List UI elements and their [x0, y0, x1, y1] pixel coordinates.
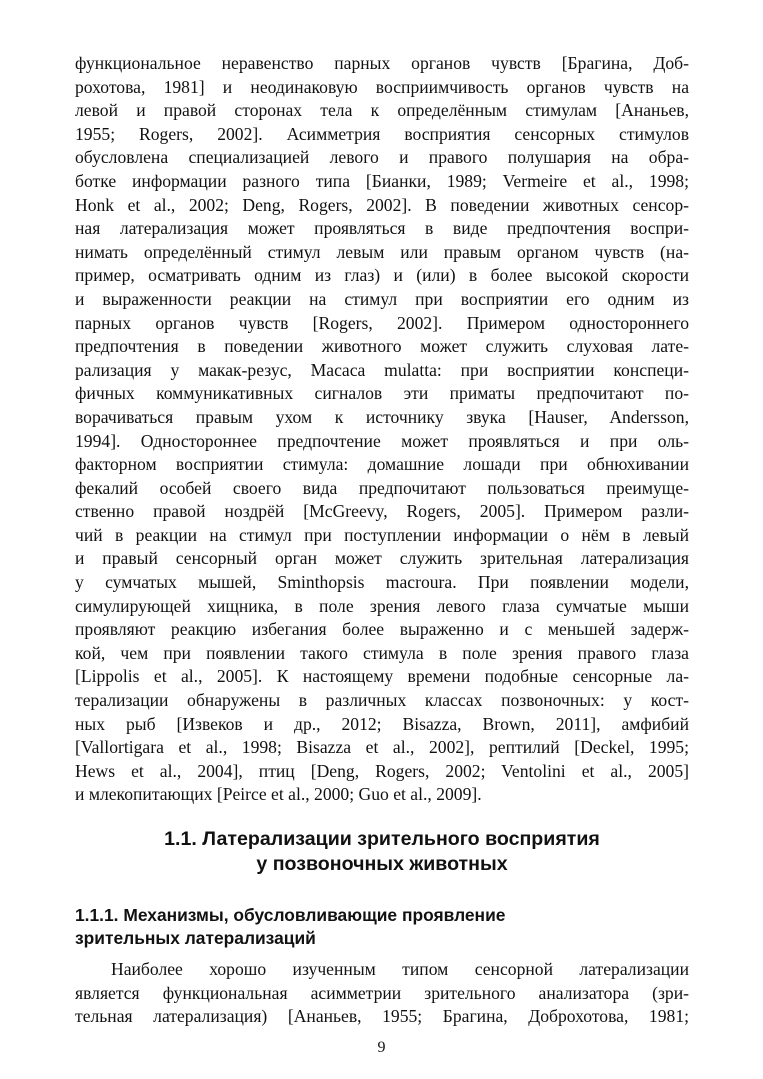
- text-line: ботке информации разного типа [Бианки, 1989; Vermeire et al., 1998;: [75, 170, 689, 191]
- text-line: и выраженности реакции на стимул при восприятии его одним из: [75, 288, 689, 309]
- text-line: пример, осматривать одним из глаз) и (или) в более высокой скорости: [75, 265, 689, 286]
- text-line: фичных коммуникативных сигналов эти приматы предпочитают по-: [75, 383, 689, 404]
- text-line: Наиболее хорошо изученным типом сенсорной латерализации: [111, 959, 689, 979]
- page-content: [75, 52, 689, 1029]
- section-heading: [75, 904, 689, 950]
- text-line: рализация у макак-резус, Macaca mulatta: при восприятии конспеци-: [75, 359, 689, 380]
- text-line: обусловлена специализацией левого и правого полушария на обра-: [75, 147, 689, 168]
- text-line: левой и правой сторонах тела к определённым стимулам [Ананьев,: [75, 100, 689, 121]
- text-line: [Vallortigara et al., 1998; Bisazza et al., 2002], рептилий [Deckel, 1995;: [75, 737, 689, 758]
- text-line: симулирующей хищника, в поле зрения левого глаза сумчатые мыши: [75, 595, 689, 616]
- section-heading-line: 1.1.1. Механизмы, обусловливающие проявление: [75, 905, 506, 925]
- text-line: ных рыб [Извеков и др., 2012; Bisazza, Brown, 2011], амфибий: [75, 713, 689, 734]
- text-line: парных органов чувств [Rogers, 2002]. Примером одностороннего: [75, 312, 689, 333]
- text-line: нимать определённый стимул левым или правым органом чувств (на-: [75, 241, 689, 262]
- text-line: Hews et al., 2004], птиц [Deng, Rogers, 2002; Ventolini et al., 2005]: [75, 760, 689, 781]
- text-line: Honk et al., 2002; Deng, Rogers, 2002]. В поведении животных сенсор-: [75, 194, 689, 215]
- text-line: ворачиваться правым ухом к источнику звука [Hauser, Andersson,: [75, 406, 689, 427]
- text-line: предпочтения в поведении животного может служить слуховая лате-: [75, 336, 689, 357]
- text-line: ная латерализация может проявляться в виде предпочтения воспри-: [75, 218, 689, 239]
- text-line: и млекопитающих [Peirce et al., 2000; Guo et al., 2009].: [75, 784, 482, 805]
- text-line: чий в реакции на стимул при поступлении информации о нём в левый: [75, 524, 689, 545]
- text-line: проявляют реакцию избегания более выраженно и с меньшей задерж-: [75, 619, 689, 640]
- page-number: 9: [377, 1039, 386, 1056]
- text-line: является функциональная асимметрии зрительного анализатора (зри-: [75, 982, 689, 1003]
- text-line: функциональное неравенство парных органов чувств [Брагина, Доб-: [75, 53, 689, 73]
- text-line: ственно правой ноздрёй [McGreevy, Rogers, 2005]. Примером разли-: [75, 501, 689, 522]
- text-line: терализации обнаружены в различных классах позвоночных: у кост-: [75, 690, 689, 711]
- text-line: кой, чем при появлении такого стимула в поле зрения правого глаза: [75, 642, 689, 663]
- text-line: и правый сенсорный орган может служить зрительная латерализация: [75, 548, 689, 569]
- chapter-heading: [75, 827, 689, 877]
- section-paragraph: [75, 958, 689, 1029]
- chapter-heading-line: у позвоночных животных: [256, 853, 508, 875]
- text-line: фекалий особей своего вида предпочитают пользоваться преимуще-: [75, 477, 689, 498]
- text-line: [Lippolis et al., 2005]. К настоящему времени подобные сенсорные ла-: [75, 666, 689, 687]
- body-paragraph: [75, 52, 689, 807]
- text-line: факторном восприятии стимула: домашние лошади при обнюхивании: [75, 454, 689, 475]
- chapter-heading-line: 1.1. Латерализации зрительного восприятия: [164, 828, 600, 850]
- text-line: рохотова, 1981] и неодинаковую восприимчивость органов чувств на: [75, 76, 689, 97]
- text-line: у сумчатых мышей, Sminthopsis macroura. При появлении модели,: [75, 572, 689, 593]
- text-line: тельная латерализация) [Ананьев, 1955; Брагина, Доброхотова, 1981;: [75, 1006, 689, 1027]
- text-line: 1994]. Одностороннее предпочтение может проявляться и при оль-: [75, 430, 689, 451]
- text-line: 1955; Rogers, 2002]. Асимметрия восприятия сенсорных стимулов: [75, 123, 689, 144]
- section-heading-line: зрительных латерализаций: [75, 928, 316, 948]
